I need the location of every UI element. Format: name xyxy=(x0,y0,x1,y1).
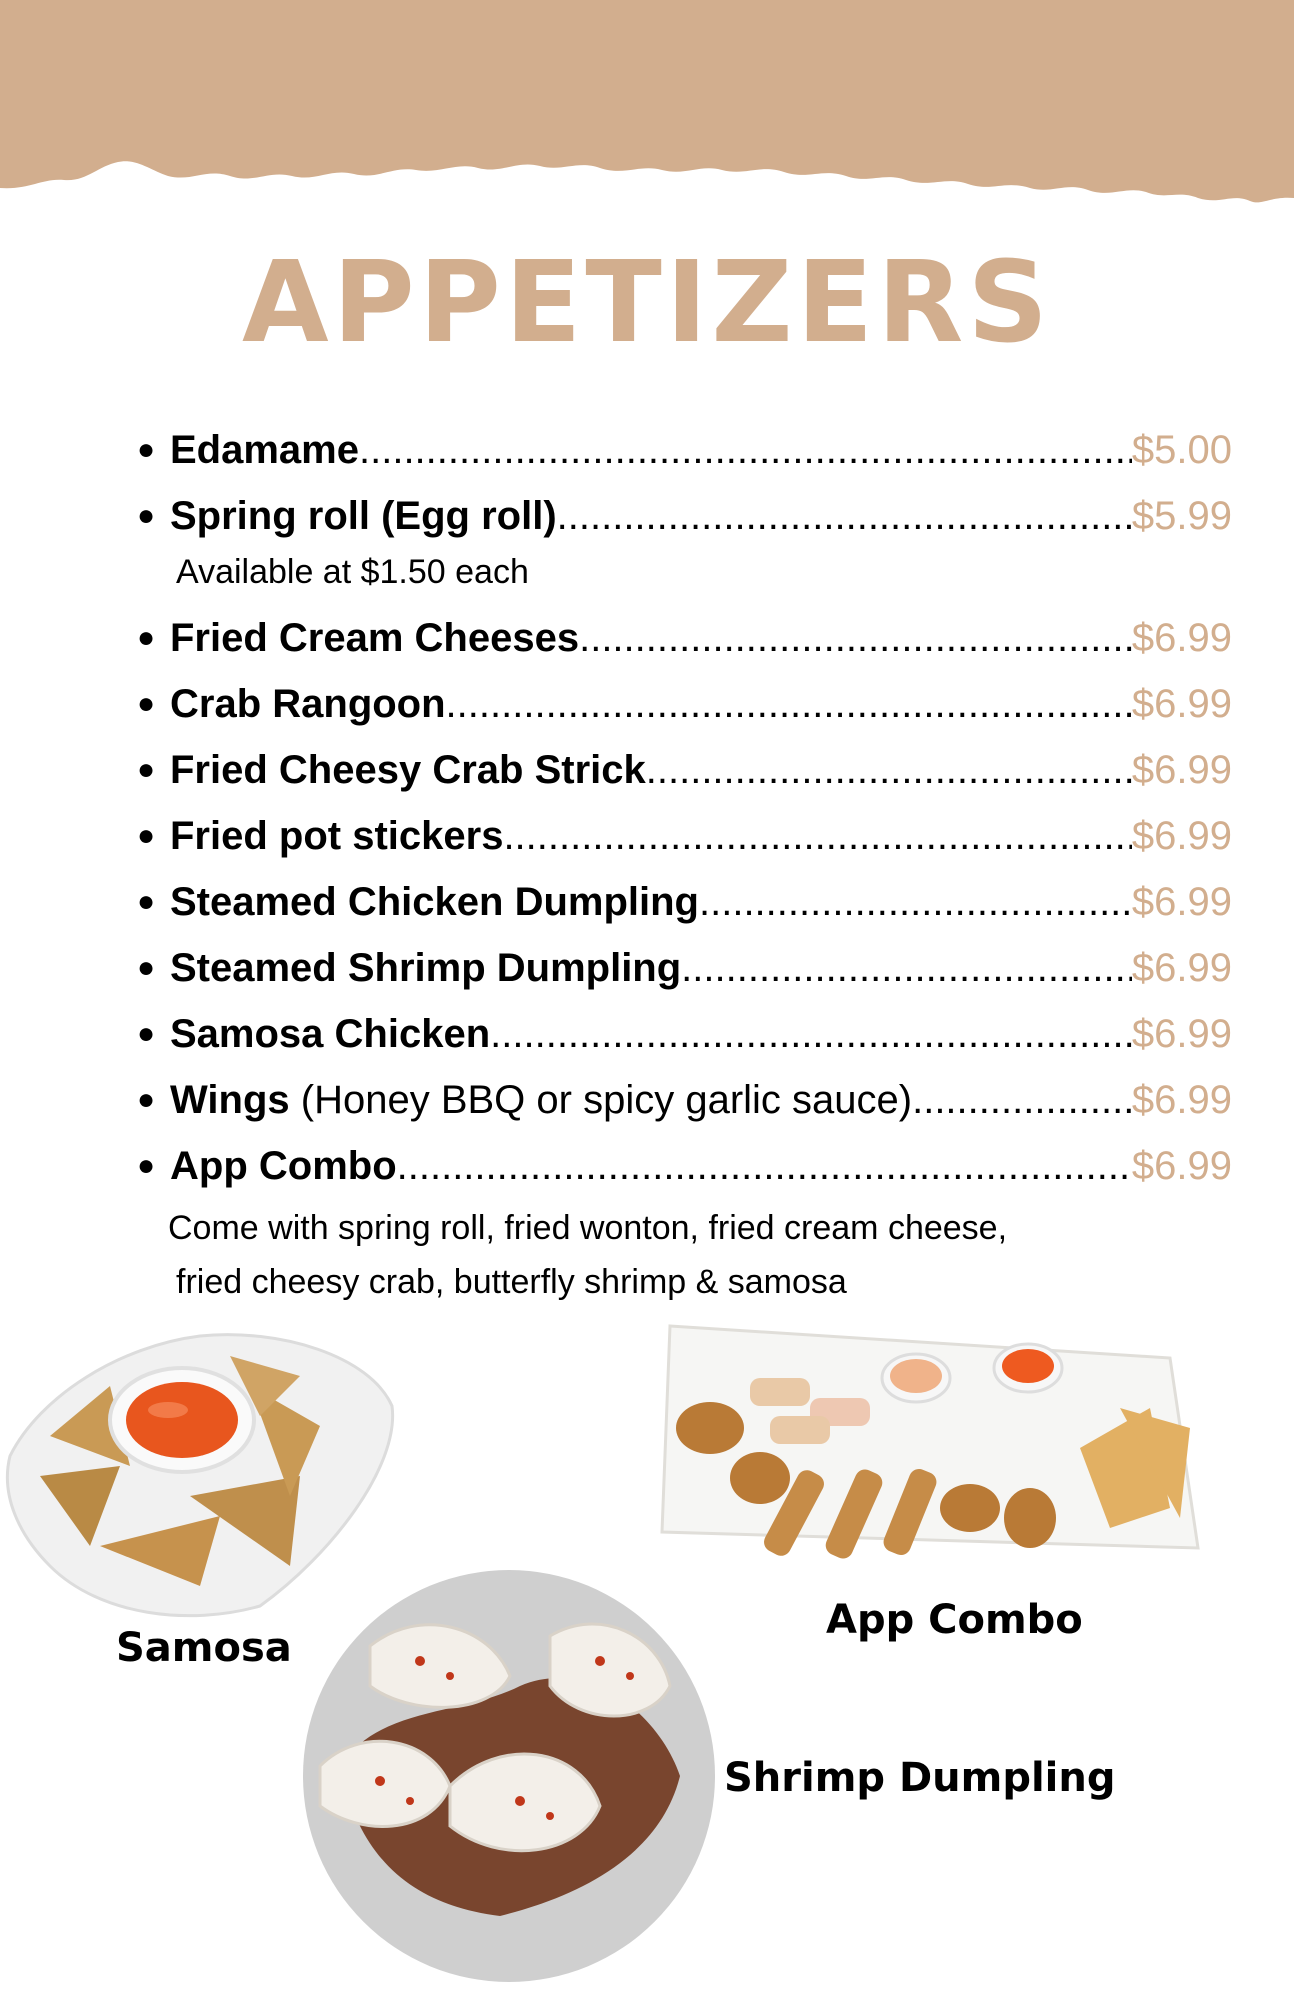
item-price: $6.99 xyxy=(1131,814,1232,858)
dot-leader xyxy=(579,608,1132,668)
item-name: Crab Rangoon xyxy=(170,682,446,726)
menu-item-steamed-chicken-dumpling xyxy=(122,872,1232,932)
dot-leader xyxy=(646,740,1132,800)
item-name: Fried Cheesy Crab Strick xyxy=(170,748,646,792)
item-description xyxy=(290,1070,912,1130)
menu-item-edamame xyxy=(122,420,1232,480)
item-price: $6.99 xyxy=(1131,682,1232,726)
dot-leader xyxy=(557,486,1132,546)
header-drip-shape xyxy=(0,0,1294,202)
bullet-icon: ● xyxy=(136,687,156,720)
samosa-caption: Samosa xyxy=(116,1625,292,1671)
item-price: $5.00 xyxy=(1131,428,1232,472)
bullet-icon: ● xyxy=(136,621,156,654)
item-name: Fried pot stickers xyxy=(170,814,504,858)
dot-leader xyxy=(490,1004,1132,1064)
spring-roll-note: Available at $1.50 each xyxy=(176,553,529,591)
item-price: $6.99 xyxy=(1131,748,1232,792)
menu-item-fried-cheesy-crab xyxy=(122,740,1232,800)
menu-item-fried-pot-stickers xyxy=(122,806,1232,866)
dot-leader xyxy=(503,806,1131,866)
item-name: Samosa Chicken xyxy=(170,1012,491,1056)
item-name: Fried Cream Cheeses xyxy=(170,616,580,660)
menu-item-steamed-shrimp-dumpling xyxy=(122,938,1232,998)
item-name: Spring roll (Egg roll) xyxy=(170,494,557,538)
shrimp-dumpling-photo xyxy=(300,1566,718,1986)
menu-item-crab-rangoon xyxy=(122,674,1232,734)
dot-leader xyxy=(912,1070,1132,1130)
item-name: Steamed Shrimp Dumpling xyxy=(170,946,682,990)
app-combo-note-line-2: fried cheesy crab, butterfly shrimp & samosa xyxy=(176,1263,847,1301)
item-price: $6.99 xyxy=(1131,946,1232,990)
dot-leader xyxy=(397,1136,1132,1196)
item-price: $6.99 xyxy=(1131,880,1232,924)
item-name: Steamed Chicken Dumpling xyxy=(170,880,699,924)
menu-item-app-combo xyxy=(122,1136,1232,1196)
item-name: App Combo xyxy=(170,1144,397,1188)
bullet-icon: ● xyxy=(136,499,156,532)
bullet-icon: ● xyxy=(136,1083,156,1116)
bullet-icon: ● xyxy=(136,753,156,786)
bullet-icon: ● xyxy=(136,433,156,466)
menu-item-wings xyxy=(122,1070,1232,1130)
header-banner xyxy=(0,0,1294,220)
app-combo-photo xyxy=(650,1318,1210,1568)
item-price: $6.99 xyxy=(1131,1078,1232,1122)
dot-leader xyxy=(446,674,1132,734)
dot-leader xyxy=(699,872,1132,932)
item-name: Wings xyxy=(170,1078,290,1122)
item-name: Edamame xyxy=(170,428,359,472)
page-title: APPETIZERS xyxy=(241,238,1053,368)
menu-item-samosa-chicken xyxy=(122,1004,1232,1064)
bullet-icon: ● xyxy=(136,951,156,984)
bullet-icon: ● xyxy=(136,1149,156,1182)
item-price: $6.99 xyxy=(1131,616,1232,660)
item-price: $5.99 xyxy=(1131,494,1232,538)
item-price: $6.99 xyxy=(1131,1012,1232,1056)
menu-item-fried-cream-cheeses xyxy=(122,608,1232,668)
menu-item-spring-roll xyxy=(122,486,1232,546)
dot-leader xyxy=(681,938,1132,998)
shrimp-dumpling-caption: Shrimp Dumpling xyxy=(724,1755,1116,1801)
item-price: $6.99 xyxy=(1131,1144,1232,1188)
bullet-icon: ● xyxy=(136,819,156,852)
wings-sauce-options: (Honey BBQ or spicy garlic sauce) xyxy=(300,1078,913,1122)
bullet-icon: ● xyxy=(136,1017,156,1050)
bullet-icon: ● xyxy=(136,885,156,918)
app-combo-caption: App Combo xyxy=(826,1597,1083,1643)
dot-leader xyxy=(359,420,1132,480)
app-combo-note-line-1: Come with spring roll, fried wonton, fried cream cheese, xyxy=(168,1209,1008,1247)
